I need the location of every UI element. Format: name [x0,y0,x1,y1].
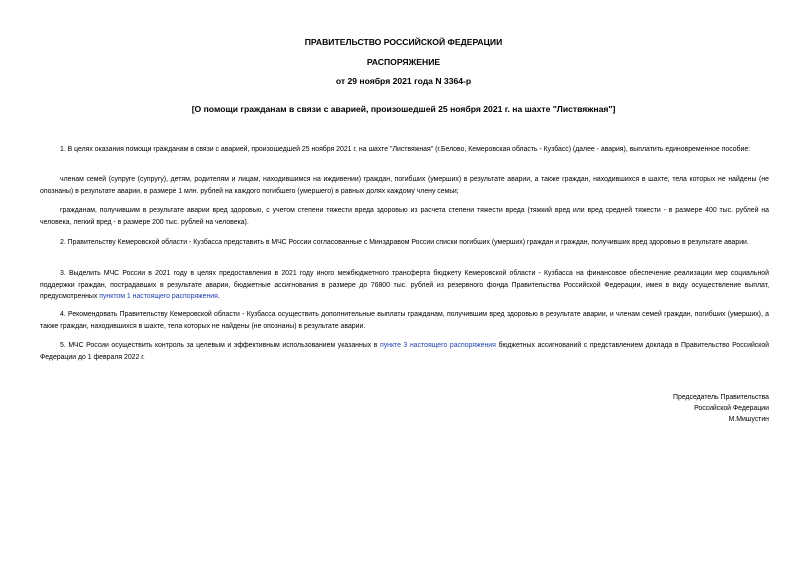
paragraph-3-text: 3. Выделить МЧС России в 2021 году в целях предоставления в 2021 году иного межбюджетного трансферта бюджету Кемеровской области - Кузбасса на финансовое обеспечение реализации мер социальной поддержки граждан, пострадавших в результате аварии, бюджетные ассигнования в размере до 76800 тыс. рублей из резервного фонда Правительства Российской Федерации, имея в виду осуществление выплат, предусмотренных [40,270,769,301]
paragraph-5-text: 5. МЧС России осуществить контроль за целевым и эффективным использованием указанных в [60,342,380,349]
paragraph-5-end: бюджетных ассигнований с представлением доклада в Правительство Российской Федерации до 1 февраля 2022 г. [40,342,770,361]
paragraph-1: 1. В целях оказания помощи гражданам в связи с аварией, произошедшей 25 ноября 2021 г. на шахте "Листвяжная" (г.Белово, Кемеровская область - Кузбасс) (далее - авария), выплатить единовременное пособие: [60,146,751,153]
paragraph-3-end: . [217,293,220,301]
paragraph-1-injured-citizens: гражданам, получившим в результате аварии вред здоровью, с учетом степени тяжести вреда здоровью из расчета степени тяжести вреда (тяжкий вред или вред средней тяжести - в размере 400 тыс. рублей на человека, легкий вред - в размере 200 тыс. рублей на человека). [40,207,769,226]
paragraph-5 [40,340,769,363]
document-date-number: от 29 ноября 2021 года N 3364-р [335,76,472,86]
link-item-3[interactable]: пункте 3 настоящего распоряжения [379,342,496,349]
signature-name: М.Мишустин [728,416,769,423]
paragraph-1-family-members: членам семей (супруге (супругу), детям, родителям и лицам, находившимся на иждивении) граждан, погибших (умерших) в результате аварии, а также граждан, находившихся в шахте, тела которых не найдены (не опознаны) в результате аварии, в размере 1 млн. рублей на каждого погибшего (умершего) в равных долях каждому члену семьи; [40,176,769,195]
signature-organization: Российской Федерации [694,405,769,412]
document-title: [О помощи гражданам в связи с аварией, произошедшей 25 ноября 2021 г. на шахте "Листвяжная"] [191,104,616,114]
issuer-heading: ПРАВИТЕЛЬСТВО РОССИЙСКОЙ ФЕДЕРАЦИИ [304,37,503,47]
signature-position: Председатель Правительства [673,394,769,401]
link-item-1[interactable]: пунктом 1 настоящего распоряжения [99,293,218,301]
paragraph-4: 4. Рекомендовать Правительству Кемеровской области - Кузбасса осуществить дополнительные выплаты гражданам, получившим вред здоровью в результате аварии, и членам семей граждан, погибших (умерших), а также граждан, находившихся в шахте, тела которых не найдены (не опознаны) в результате аварии. [40,311,769,330]
document-type-heading: РАСПОРЯЖЕНИЕ [366,57,441,67]
paragraph-3 [40,268,769,303]
paragraph-2: 2. Правительству Кемеровской области - Кузбасса представить в МЧС России согласованные с Минздравом России списки погибших (умерших) граждан и граждан, получивших вред здоровью в результате аварии. [60,239,749,246]
